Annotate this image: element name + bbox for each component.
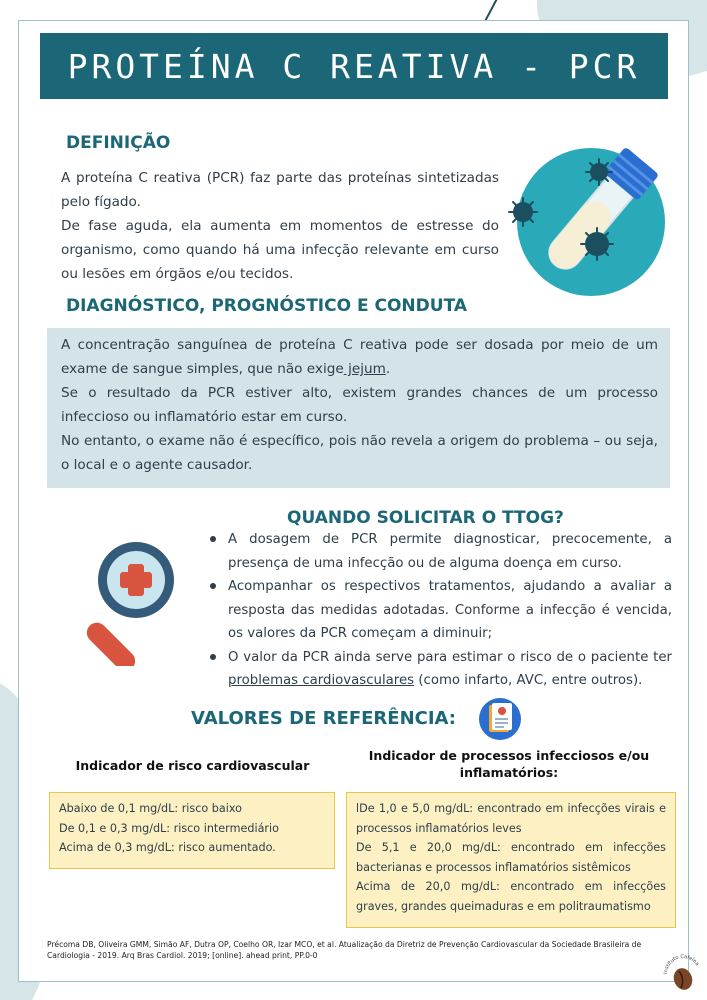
infection-line-2: De 5,1 e 20,0 mg/dL: encontrado em infecções bacterianas e processos inflamatórios sistêmicos [356, 841, 666, 874]
infection-indicator-title: Indicador de processos infecciosos e/ou inflamatórios: [368, 748, 650, 780]
diagnosis-heading: DIAGNÓSTICO, PROGNÓSTICO E CONDUTA [66, 296, 468, 316]
magnifier-plus-icon [48, 536, 188, 666]
infection-line-3: Acima de 20,0 mg/dL: encontrado em infecções graves, grandes queimaduras e em politraumatismo [356, 880, 666, 913]
cardiovascular-link[interactable]: problemas cardiovasculares [228, 673, 415, 688]
when-item-3: O valor da PCR ainda serve para estimar o risco de o paciente ter problemas cardiovasculares (como infarto, AVC, entre outros). [206, 646, 672, 693]
page-title: PROTEÍNA C REATIVA - PCR [67, 46, 641, 86]
test-tube-virus-icon [505, 140, 680, 300]
definition-paragraph-2: De fase aguda, ela aumenta em momentos de estresse do organismo, como quando há uma infecção relevante em curso ou lesões em órgãos e/ou tecidos. [61, 218, 499, 282]
cardio-reference-box [49, 792, 335, 869]
reference-heading: VALORES DE REFERÊNCIA: [191, 708, 456, 729]
reference-citation: Précoma DB, Oliveira GMM, Simão AF, Dutra OP, Coelho OR, Izar MCO, et al. Atualização da Diretriz de Prevenção Cardiovascular da Sociedade Brasileira de Cardiologia - 2019. Arq Bras Cardiol. 2019; [online]. ahead print, PP.0-0 [47, 940, 642, 960]
when-heading: QUANDO SOLICITAR O TTOG? [287, 508, 564, 528]
svg-text:Instituto Cafeína: Instituto Cafeína [662, 953, 701, 975]
infection-reference-box [346, 792, 676, 928]
cardio-line-3: Acima de 0,3 mg/dL: risco aumentado. [59, 841, 276, 854]
diagnosis-paragraph-1: A concentração sanguínea de proteína C reativa pode ser dosada por meio de um exame de sangue simples, que não exige jejum. [61, 337, 658, 377]
definition-heading: DEFINIÇÃO [66, 133, 171, 153]
cardio-indicator-title: Indicador de risco cardiovascular [75, 758, 310, 773]
cardio-line-2: De 0,1 e 0,3 mg/dL: risco intermediário [59, 821, 279, 835]
when-item-1: A dosagem de PCR permite diagnosticar, precocemente, a presença de uma infecção ou de alguma doença em curso. [206, 528, 672, 575]
definition-paragraph-1: A proteína C reativa (PCR) faz parte das proteínas sintetizadas pelo fígado. [61, 170, 499, 210]
instituto-cafeina-logo [659, 948, 707, 996]
infection-line-1: lDe 1,0 e 5,0 mg/dL: encontrado em infecções virais e processos inflamatórios leves [356, 802, 666, 835]
when-item-2: Acompanhar os respectivos tratamentos, ajudando a avaliar a resposta das medidas adotadas. Conforme a infecção é vencida, os valores da PCR começam a diminuir; [206, 575, 672, 646]
definition-text [61, 166, 499, 286]
report-chart-icon [478, 697, 522, 741]
when-list [206, 528, 672, 693]
cardio-line-1: Abaixo de 0,1 mg/dL: risco baixo [59, 802, 242, 815]
diagnosis-paragraph-3: No entanto, o exame não é específico, pois não revela a origem do problema – ou seja, o local e o agente causador. [61, 433, 658, 473]
title-banner [40, 33, 668, 99]
diagnosis-paragraph-2: Se o resultado da PCR estiver alto, existem grandes chances de um processo infeccioso ou inflamatório estar em curso. [61, 385, 658, 425]
jejum-link[interactable]: jejum [343, 361, 386, 377]
diagnosis-text [61, 333, 658, 477]
